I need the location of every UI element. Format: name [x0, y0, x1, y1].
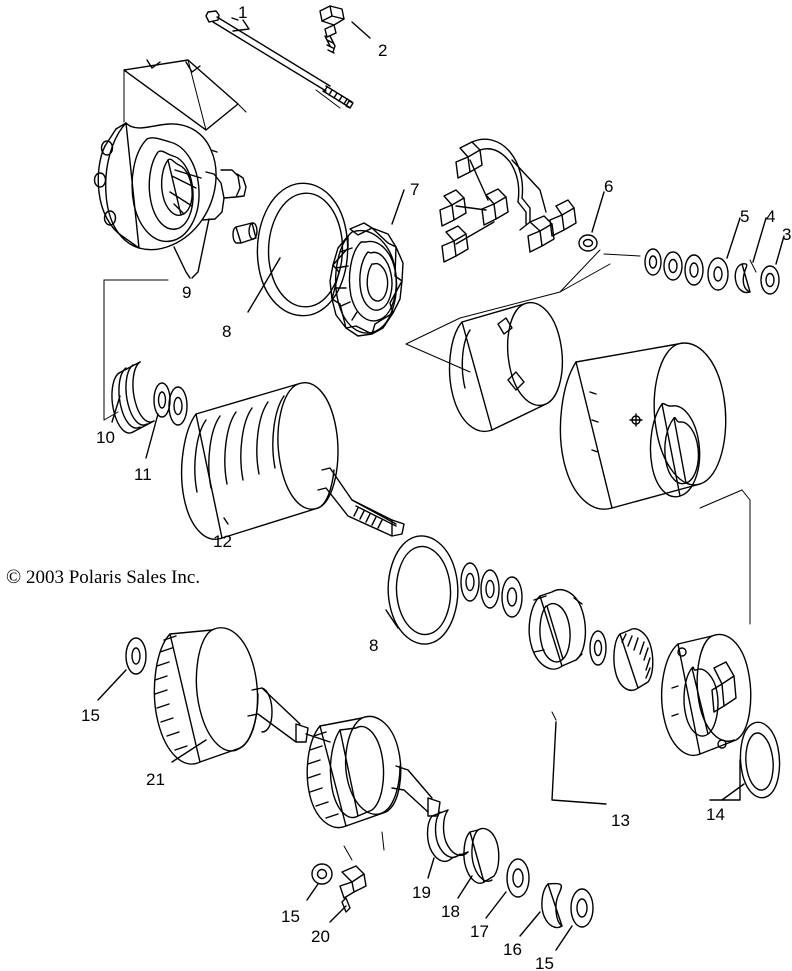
callout-20: 20	[311, 927, 330, 946]
part-washer-bearing-group	[590, 629, 653, 691]
callout-15-lower-right: 15	[535, 954, 554, 971]
callout-13: 13	[611, 811, 630, 830]
part-hex-head-bolt	[320, 6, 344, 53]
part-spring-19	[428, 810, 469, 861]
leader-18	[458, 876, 472, 898]
copyright-text: 2003 Polaris Sales Inc.	[25, 567, 201, 588]
leader-11	[146, 414, 158, 458]
callout-9: 9	[182, 283, 192, 302]
part-drive-end-housing	[662, 634, 751, 755]
part-end-cover-housing	[95, 60, 247, 250]
callout-21: 21	[146, 770, 165, 789]
leader-21	[172, 740, 206, 762]
part-washer-15-lower-right	[571, 889, 593, 927]
leader-17	[486, 892, 506, 918]
copyright-symbol: ©	[6, 566, 22, 588]
callout-14: 14	[706, 805, 725, 824]
callout-11: 11	[134, 465, 152, 484]
callout-8-lower: 8	[369, 636, 379, 655]
part-brush-assembly	[440, 139, 576, 262]
callout-15-lower-left: 15	[281, 907, 300, 926]
part-gear-plate	[529, 590, 585, 669]
part-washer-17	[507, 859, 529, 897]
leader-15b	[307, 884, 318, 900]
leader-13b	[710, 760, 740, 800]
callout-15-left: 15	[81, 706, 100, 725]
callout-18: 18	[441, 902, 460, 921]
callout-8-upper: 8	[222, 322, 232, 341]
part-washer-16	[542, 884, 562, 928]
part-bushing-9	[233, 223, 257, 243]
leader-20	[330, 906, 346, 922]
callout-7: 7	[410, 180, 420, 199]
part-washer-11	[154, 383, 170, 417]
part-o-ring-small	[579, 235, 597, 251]
part-motor-housing-can	[560, 343, 725, 509]
part-washer-15-left	[126, 638, 146, 674]
leader-12	[224, 518, 228, 524]
part-armature	[182, 383, 404, 539]
part-brush-holder-plate	[330, 223, 403, 336]
leader-15c	[556, 926, 572, 950]
callout-3: 3	[782, 225, 792, 244]
leader-15a	[98, 670, 126, 700]
leader-5	[727, 218, 740, 258]
part-reduction-gear-assembly	[154, 628, 440, 828]
part-washer-11b	[169, 387, 187, 425]
leader-4	[753, 218, 766, 262]
leader-19	[428, 858, 434, 878]
part-spring-set	[112, 362, 154, 433]
construction-lines	[104, 60, 756, 860]
part-washer-15-lower-left	[312, 864, 332, 884]
leader-7	[392, 190, 404, 224]
callout-1: 1	[238, 3, 248, 22]
callout-2: 2	[378, 41, 388, 60]
leader-6	[592, 192, 604, 232]
part-field-coil-shell	[450, 303, 563, 432]
callout-19: 19	[412, 883, 431, 902]
leader-13a	[552, 722, 606, 804]
callout-12: 12	[213, 532, 232, 551]
part-spacer-18	[464, 828, 499, 883]
part-washer-stack	[645, 249, 779, 294]
part-screw-20	[340, 866, 366, 912]
part-o-ring-upper	[257, 183, 347, 315]
callout-6: 6	[604, 177, 614, 196]
callout-17: 17	[470, 922, 489, 941]
leader-9b	[192, 219, 209, 278]
callout-4: 4	[766, 207, 776, 226]
part-long-through-bolt	[206, 11, 353, 108]
callout-10: 10	[96, 428, 115, 447]
leader-16	[520, 912, 540, 936]
leader-9a	[174, 247, 190, 278]
part-washer-series-lower	[461, 563, 522, 617]
copyright-notice	[6, 566, 200, 589]
callout-5: 5	[740, 207, 750, 226]
leader-2	[352, 22, 370, 38]
callout-16: 16	[503, 940, 522, 959]
part-o-ring-drive-end	[740, 722, 779, 797]
